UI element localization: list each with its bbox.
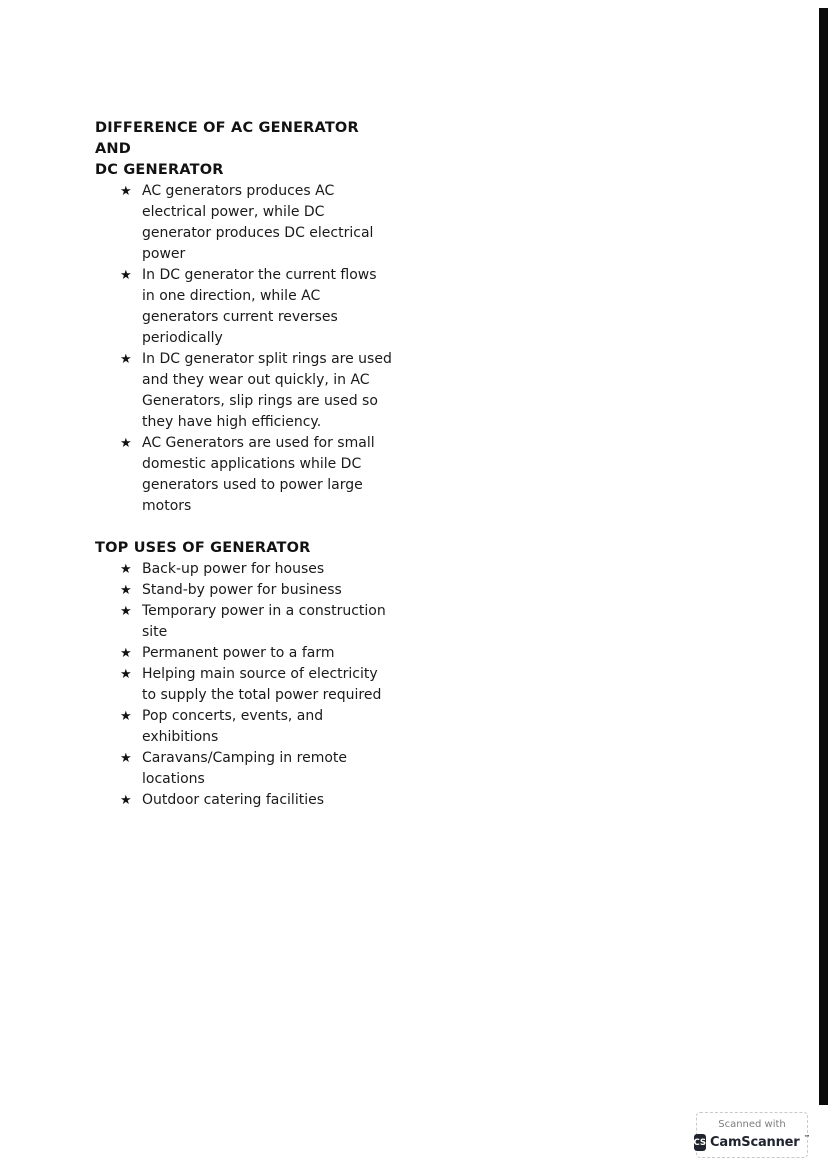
list-item-text: AC Generators are used for small domestic applications while DC generators used to power large motors — [142, 435, 375, 514]
star-bullet-icon: ★ — [120, 184, 132, 199]
section-heading-difference — [95, 118, 397, 181]
list-item — [95, 790, 397, 811]
list-item-text: Caravans/Camping in remote locations — [142, 750, 347, 787]
star-bullet-icon: ★ — [120, 751, 132, 766]
section-heading-top-uses — [95, 538, 397, 559]
difference-list — [95, 181, 397, 517]
list-item — [95, 643, 397, 664]
camscanner-brand-row — [693, 1134, 811, 1151]
list-item-text: AC generators produces AC electrical power, while DC generator produces DC electrical power — [142, 183, 374, 262]
list-item-text: Back-up power for houses — [142, 561, 325, 577]
section-difference — [95, 118, 397, 517]
camscanner-logo-icon: CS — [694, 1134, 707, 1151]
camscanner-badge — [693, 1112, 811, 1158]
star-bullet-icon: ★ — [120, 646, 132, 661]
list-item — [95, 559, 397, 580]
list-item-text: In DC generator the current flows in one direction, while AC generators current reverses periodically — [142, 267, 377, 346]
star-bullet-icon: ★ — [120, 667, 132, 682]
list-item — [95, 349, 397, 433]
section-top-uses — [95, 538, 397, 811]
list-item — [95, 580, 397, 601]
list-item — [95, 181, 397, 265]
star-bullet-icon: ★ — [120, 562, 132, 577]
heading-line: DC GENERATOR — [95, 162, 224, 178]
star-bullet-icon: ★ — [120, 352, 132, 367]
list-item — [95, 265, 397, 349]
star-bullet-icon: ★ — [120, 268, 132, 283]
star-bullet-icon: ★ — [120, 709, 132, 724]
uses-list — [95, 559, 397, 811]
list-item-text: Permanent power to a farm — [142, 645, 335, 661]
list-item — [95, 433, 397, 517]
trademark-symbol: ™ — [803, 1134, 811, 1142]
scan-edge-artifact — [819, 8, 828, 1105]
list-item-text: Pop concerts, events, and exhibitions — [142, 708, 324, 745]
list-item-text: Stand-by power for business — [142, 582, 342, 598]
star-bullet-icon: ★ — [120, 583, 132, 598]
scanned-with-label: Scanned with — [718, 1119, 786, 1130]
list-item — [95, 601, 397, 643]
list-item — [95, 748, 397, 790]
heading-line: DIFFERENCE OF AC GENERATOR AND — [95, 120, 359, 157]
notes-content — [95, 118, 397, 811]
list-item-text: Outdoor catering facilities — [142, 792, 324, 808]
star-bullet-icon: ★ — [120, 793, 132, 808]
camscanner-brand-text: CamScanner — [710, 1135, 800, 1150]
list-item-text: In DC generator split rings are used and they wear out quickly, in AC Generators, slip rings are used so they have high efficiency. — [142, 351, 392, 430]
heading-line: TOP USES OF GENERATOR — [95, 540, 311, 556]
list-item — [95, 664, 397, 706]
star-bullet-icon: ★ — [120, 604, 132, 619]
star-bullet-icon: ★ — [120, 436, 132, 451]
list-item-text: Temporary power in a construction site — [142, 603, 386, 640]
list-item — [95, 706, 397, 748]
list-item-text: Helping main source of electricity to supply the total power required — [142, 666, 382, 703]
